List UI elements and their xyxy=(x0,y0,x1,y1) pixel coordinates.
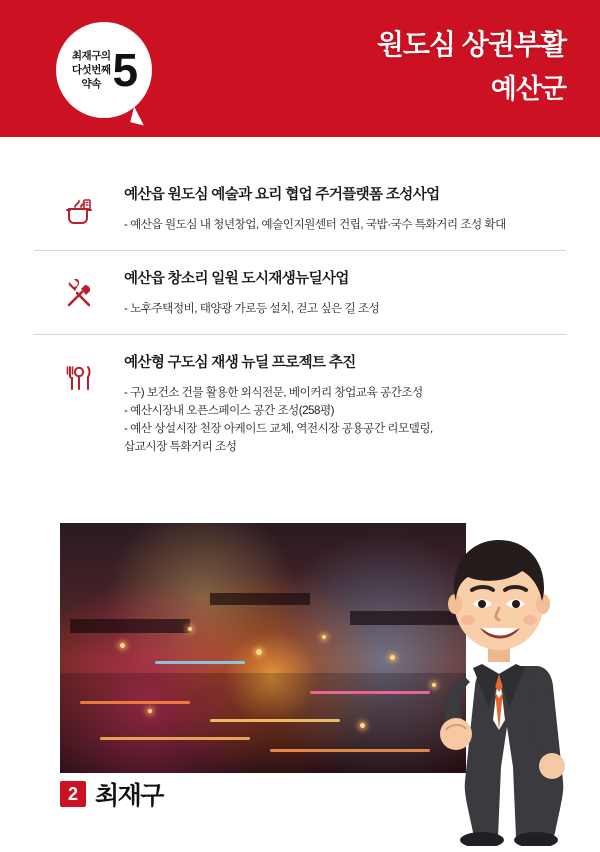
badge-line-3: 약속 xyxy=(81,78,101,90)
list-item-title: 예산읍 원도심 예술과 요리 협업 주거플랫폼 조성사업 xyxy=(124,187,440,203)
page-title: 원도심 상권부활 xyxy=(376,29,566,60)
header-title-group xyxy=(377,26,566,108)
list-item xyxy=(34,167,566,251)
night-market-photo-image xyxy=(60,523,466,773)
candidate-number-badge: 2 xyxy=(60,781,86,807)
list-item-desc-line: - 노후주택정비, 태양광 가로등 설치, 걷고 싶은 길 조성 xyxy=(124,302,380,315)
cutlery-icon xyxy=(34,353,124,393)
badge-number: 5 xyxy=(112,44,137,96)
badge-line-2: 다섯번째 xyxy=(71,64,111,76)
list-item-desc xyxy=(124,300,560,318)
list-item-desc xyxy=(124,216,560,234)
cooking-pot-icon xyxy=(34,185,124,229)
page-subtitle: 예산군 xyxy=(490,74,566,104)
list-item xyxy=(34,335,566,472)
promise-list xyxy=(0,137,600,472)
promise-badge-inner xyxy=(71,44,137,96)
list-item-text xyxy=(124,269,566,318)
tools-icon xyxy=(34,269,124,311)
list-item xyxy=(34,251,566,335)
promise-badge xyxy=(56,22,152,118)
list-item-desc-line: 삽교시장 특화거리 조성 xyxy=(124,440,237,453)
list-item-desc-line: - 구) 보건소 건물 활용한 외식전문, 베이커리 창업교육 공간조성 xyxy=(124,386,423,399)
promise-badge-text xyxy=(72,49,111,91)
list-item-text xyxy=(124,185,566,234)
candidate-character-illustration xyxy=(424,516,574,846)
list-item-title: 예산형 구도심 재생 뉴딜 프로젝트 추진 xyxy=(124,355,356,371)
list-item-desc-line: - 예산시장내 오픈스페이스 공간 조성(258평) xyxy=(124,404,335,417)
candidate-name: 최재구 xyxy=(95,782,163,810)
night-market-photo xyxy=(60,523,466,773)
list-item-text xyxy=(124,353,566,456)
list-item-desc-line: - 예산 상설시장 천장 아케이드 교체, 역전시장 공용공간 리모델링, xyxy=(124,422,433,435)
list-item-desc-line: - 예산읍 원도심 내 청년창업, 예술인지원센터 건립, 국밥·국수 특화거리 조성 확대 xyxy=(124,218,506,231)
list-item-desc xyxy=(124,384,560,456)
badge-line-1: 최재구의 xyxy=(71,50,111,62)
list-item-title: 예산읍 창소리 일원 도시재생뉴딜사업 xyxy=(124,271,349,287)
header-banner xyxy=(0,0,600,137)
footer-candidate xyxy=(60,776,163,812)
